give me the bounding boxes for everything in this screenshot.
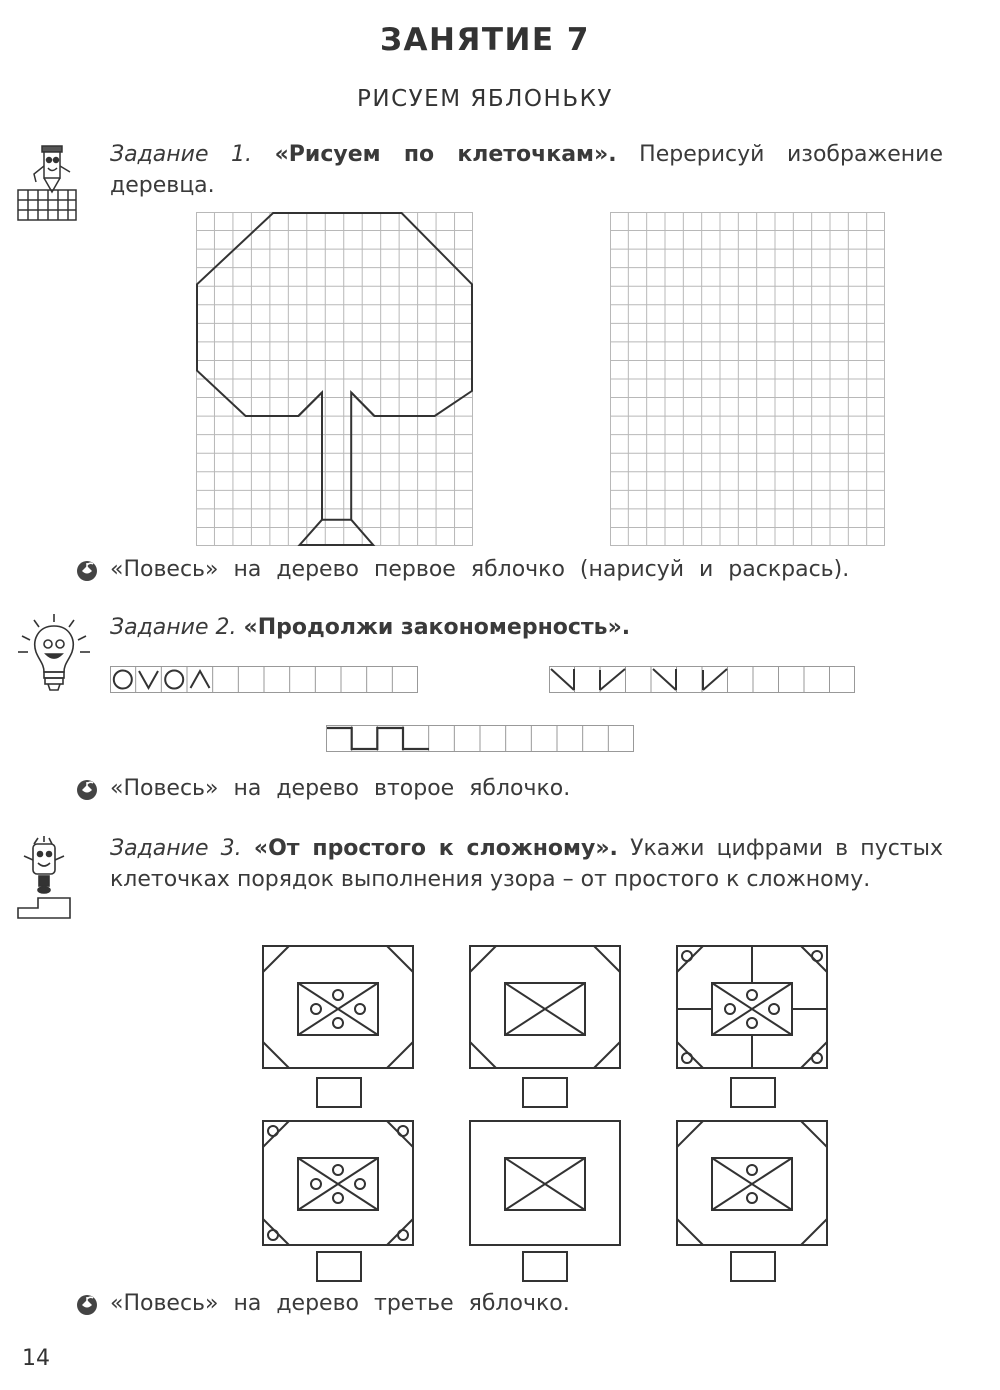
apple-instruction-1: «Повесь» на дерево первое яблочко (нарисуй и раскрась). [76,557,849,582]
pattern-card-2 [469,945,621,1069]
page-number: 14 [22,1346,50,1371]
apple-instruction-3: «Повесь» на дерево третье яблочко. [76,1291,570,1316]
pattern-card-3 [676,945,828,1069]
answer-box[interactable] [316,1251,362,1282]
pattern-card-5 [469,1120,621,1246]
pattern-card-6 [676,1120,828,1246]
answer-box[interactable] [730,1251,776,1282]
lesson-subtitle: РИСУЕМ ЯБЛОНЬКУ [357,86,613,112]
pattern-strip-meander[interactable] [326,725,634,752]
task2-label: Задание 2. [110,615,237,640]
apple-icon [76,1293,98,1315]
pattern-shape-lambda [191,671,210,688]
answer-box[interactable] [316,1077,362,1108]
empty-drawing-grid[interactable] [610,212,885,546]
task1-name: «Рисуем по клеточкам». [274,142,617,167]
apple-icon [76,559,98,581]
pattern-strip-diagonals[interactable] [549,666,855,693]
task1-text [110,139,943,201]
pencil-character-grid-icon [16,140,78,222]
task3-instruction: Укажи цифрами в пустых клеточках порядок выполнения узора – от простого к сложному. [110,836,944,892]
task2-name: «Продолжи закономерность». [243,615,631,640]
character-on-steps-icon [16,836,72,920]
task1-instruction: Перерисуй изображение деревца. [110,142,943,198]
task3-text [110,833,943,895]
answer-box[interactable] [522,1077,568,1108]
lightbulb-character-icon [16,612,92,694]
task1-label: Задание 1. [110,142,253,167]
pattern-card-1 [262,945,414,1069]
answer-box[interactable] [522,1251,568,1282]
pattern-shape-circle [114,671,132,689]
task3-label: Задание 3. [110,836,242,861]
tree-model-grid [196,212,473,546]
pattern-strip-shapes[interactable] [110,666,418,693]
pattern-card-4 [262,1120,414,1246]
apple-icon [76,778,98,800]
task3-name: «От простого к сложному». [253,836,618,861]
apple-instruction-2: «Повесь» на дерево второе яблочко. [76,776,570,801]
pattern-shape-v [139,671,158,688]
pattern-shape-circle [165,671,183,689]
answer-box[interactable] [730,1077,776,1108]
lesson-title: ЗАНЯТИЕ 7 [380,22,590,58]
task2-text [110,612,943,643]
